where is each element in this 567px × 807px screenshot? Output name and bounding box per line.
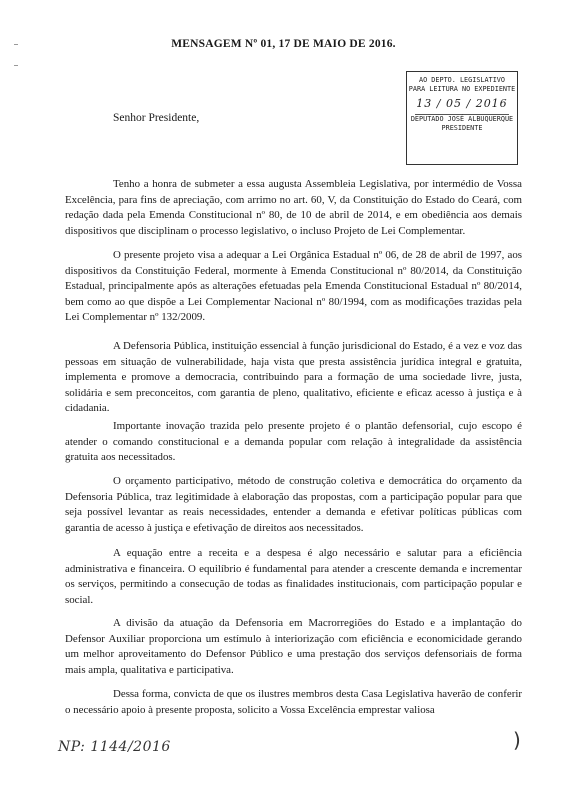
paragraph: A divisão da atuação da Defensoria em Macrorregiões do Estado e a implantação do Defensor Auxiliar proporciona um estímulo à interiorização com eficiência e economicidade gerando um melhor aproveitamento do Defensor Público e uma prestação dos serviços defensoriais de forma mais ampla, qualitativa e participativa.: [65, 617, 522, 676]
stamp-signatory: DEPUTADO JOSÉ ALBUQUERQUE: [410, 115, 514, 124]
stamp-line: PARA LEITURA NO EXPEDIENTE: [408, 85, 516, 94]
scan-mark: [14, 65, 18, 66]
handwritten-note: NP: 1144/2016: [58, 739, 171, 755]
paragraph: Importante inovação trazida pelo presente projeto é o plantão defensorial, cujo escopo é atender o comando constitucional e a demanda popular com relação à integralidade da assistência gratuita aos necessitados.: [65, 420, 522, 463]
handwritten-bracket: ): [513, 728, 521, 752]
paragraph: A equação entre a receita e a despesa é algo necessário e salutar para a eficiência administrativa e financeira. O equilíbrio é fundamental para atender a crescente demanda e incrementar os serviços, permitindo a consecução de todas as finalidades institucionais, com participação popular e social.: [65, 547, 522, 606]
paragraph: A Defensoria Pública, instituição essencial à função jurisdicional do Estado, é a vez e voz das pessoas em situação de vulnerabilidade, haja vista que presta assistência jurídica integral e gratuita, implementa e promove a democracia, contribuindo para a formação de uma sociedade livre, justa, solidária e sem preconceitos, com garantia de pleno, qualitativo, eficiente e eficaz acesso à justiça e à cidadania.: [65, 340, 522, 414]
stamp-date: 13 / 05 / 2016: [416, 97, 508, 111]
paragraph: Tenho a honra de submeter a essa augusta Assembleia Legislativa, por intermédio de Vossa Excelência, para fins de apreciação, com arrimo no art. 60, V, da Constituição do Estado do Ceará, com redação dada pela Emenda Constitucional nº 80, de 10 de abril de 2014, e em obediência aos demais dispositivos que disciplinam o processo legislativo, o incluso Projeto de Lei Complementar.: [65, 178, 522, 237]
document-title: MENSAGEM Nº 01, 17 DE MAIO DE 2016.: [171, 38, 396, 50]
paragraph: O orçamento participativo, método de construção coletiva e democrática do orçamento da Defensoria Pública, traz legitimidade à elaboração das propostas, com a participação popular para que seja possível levantar as reais necessidades, entender a demanda e efetivar políticas públicas com garantia de acesso à justiça e efetivação de direitos aos necessitados.: [65, 475, 522, 534]
paragraph: Dessa forma, convicta de que os ilustres membros desta Casa Legislativa haverão de conferir o necessário apoio à presente proposta, solicito a Vossa Excelência emprestar valiosa: [65, 688, 522, 716]
paragraph: O presente projeto visa a adequar a Lei Orgânica Estadual nº 06, de 28 de abril de 1997, aos dispositivos da Constituição Federal, mormente à Emenda Constitucional nº 80/2014, da Constituição Estadual, principalmente após as alterações efetuadas pela Emenda Constitucional Estadual nº 80/2014, bem como ao que dispõe a Lei Complementar Nacional nº 80/1994, com as modificações trazidas pela Lei Complementar nº 132/2009.: [65, 249, 522, 323]
receipt-stamp: [406, 71, 518, 165]
stamp-role: PRESIDENTE: [441, 124, 483, 133]
greeting: Senhor Presidente,: [113, 112, 200, 124]
stamp-line: AO DEPTO. LEGISLATIVO: [419, 76, 505, 84]
